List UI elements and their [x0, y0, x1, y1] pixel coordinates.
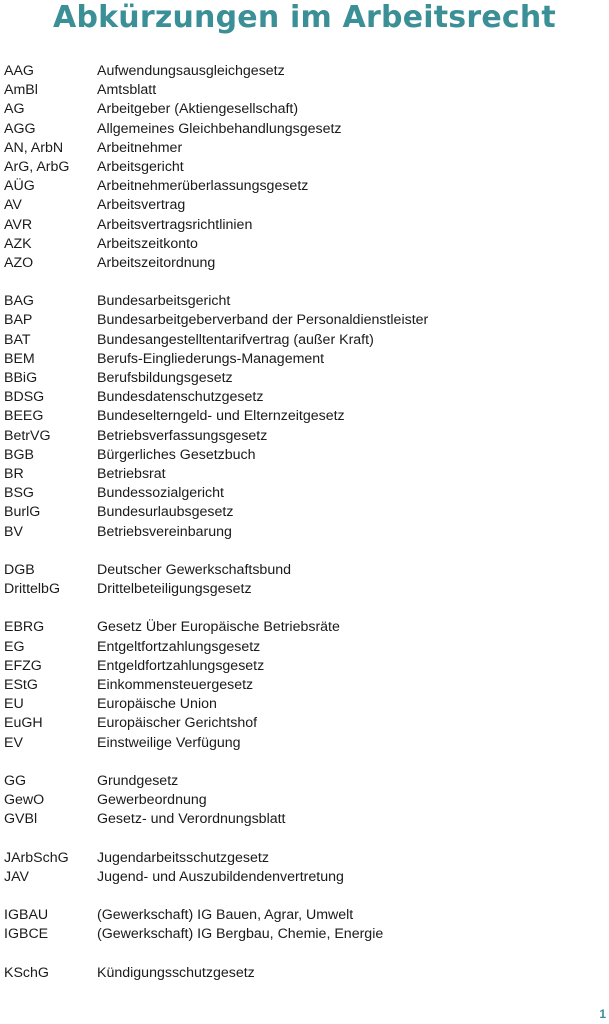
abbreviation: EStG	[4, 677, 38, 693]
abbreviation-definition: Arbeitsvertragsrichtlinien	[97, 216, 253, 233]
abbreviation-definition: Arbeitszeitkonto	[97, 235, 198, 252]
abbreviation: BBiG	[4, 370, 38, 386]
abbreviation: ArG, ArbG	[4, 158, 70, 175]
abbreviation-definition: (Gewerkschaft) IG Bauen, Agrar, Umwelt	[97, 907, 354, 924]
abbreviation-definition: (Gewerkschaft) IG Bergbau, Chemie, Energie	[97, 926, 384, 943]
abbreviation-definition: Arbeitsvertrag	[97, 197, 186, 214]
abbreviation: BAT	[4, 331, 31, 348]
abbreviation-definition: Entgeltfortzahlungsgesetz	[97, 638, 261, 655]
abbreviation-definition: Entgeldfortzahlungsgesetz	[97, 657, 265, 674]
abbreviation: AAG	[4, 63, 34, 79]
abbreviation-definition: Amtsblatt	[97, 82, 157, 99]
abbreviation: BetrVG	[4, 427, 51, 444]
abbreviation-definition: Berufsbildungsgesetz	[97, 370, 233, 386]
abbreviation-row	[4, 100, 604, 119]
abbreviation-definition: Gesetz- und Verordnungsblatt	[97, 811, 286, 828]
abbreviation-row	[4, 580, 604, 599]
abbreviation: EFZG	[4, 657, 42, 674]
abbreviation-definition: Bundesdatenschutzgesetz	[97, 389, 264, 406]
abbreviation-row	[4, 484, 604, 503]
abbreviation-group	[4, 849, 604, 887]
abbreviation-definition: Deutscher Gewerkschaftsbund	[97, 561, 291, 578]
abbreviation: AVR	[4, 216, 33, 233]
abbreviation: AÜG	[4, 178, 35, 195]
abbreviation-definition: Berufs-Eingliederungs-Management	[97, 350, 325, 367]
abbreviation-definition: Bundeselterngeld- und Elternzeitgesetz	[97, 408, 345, 425]
abbreviation: AmBl	[4, 82, 38, 99]
abbreviation-row	[4, 216, 604, 235]
abbreviation: GewO	[4, 792, 45, 809]
abbreviation-row	[4, 503, 604, 522]
abbreviation-row	[4, 331, 604, 350]
abbreviation-group	[4, 292, 604, 541]
abbreviation-row	[4, 868, 604, 887]
abbreviation-row	[4, 964, 604, 983]
abbreviation-row	[4, 235, 604, 254]
abbreviation: BV	[4, 523, 23, 540]
abbreviation: AN, ArbN	[4, 139, 64, 156]
abbreviation: AG	[4, 101, 25, 118]
abbreviation-definition: Arbeitsgericht	[97, 158, 184, 175]
abbreviation-group	[4, 561, 604, 599]
abbreviation: DGB	[4, 561, 35, 578]
abbreviation-definition: Bürgerliches Gesetzbuch	[97, 446, 256, 463]
abbreviation: BEM	[4, 350, 35, 367]
abbreviation-definition: Drittelbeteiligungsgesetz	[97, 581, 252, 598]
abbreviation-row	[4, 676, 604, 695]
abbreviation: BDSG	[4, 389, 45, 406]
abbreviation: BSG	[4, 485, 34, 502]
abbreviation-group	[4, 618, 604, 752]
abbreviation-definition: Arbeitszeitordnung	[97, 254, 216, 271]
abbreviation: EBRG	[4, 619, 45, 636]
abbreviation: DrittelbG	[4, 581, 60, 598]
abbreviation-definition: Bundesurlaubsgesetz	[97, 504, 234, 521]
abbreviation: AV	[4, 197, 22, 214]
abbreviation-row	[4, 734, 604, 753]
abbreviation: BAP	[4, 312, 33, 329]
abbreviation-row	[4, 446, 604, 465]
abbreviation: GVBl	[4, 811, 38, 828]
abbreviation: JArbSchG	[4, 849, 69, 866]
abbreviation-list	[4, 62, 604, 1002]
abbreviation-row	[4, 657, 604, 676]
abbreviation-definition: Europäische Union	[97, 696, 217, 713]
abbreviation-group	[4, 772, 604, 830]
abbreviation-row	[4, 523, 604, 542]
abbreviation-definition: Europäischer Gerichtshof	[97, 715, 258, 732]
abbreviation: EuGH	[4, 715, 43, 732]
abbreviation-group	[4, 62, 604, 273]
abbreviation-definition: Bundessozialgericht	[97, 485, 224, 502]
abbreviation-definition: Arbeitnehmerüberlassungsgesetz	[97, 178, 309, 195]
abbreviation: EV	[4, 734, 23, 751]
abbreviation: KSchG	[4, 964, 49, 981]
abbreviation: GG	[4, 772, 27, 789]
abbreviation-definition: Betriebsrat	[97, 465, 166, 482]
abbreviation-row	[4, 196, 604, 215]
abbreviation-definition: Jugend- und Auszubildendenvertretung	[97, 868, 344, 885]
abbreviation: JAV	[4, 868, 29, 885]
abbreviation-group	[4, 964, 604, 983]
abbreviation-definition: Arbeitgeber (Aktiengesellschaft)	[97, 101, 299, 118]
abbreviation-row	[4, 311, 604, 330]
abbreviation-row	[4, 638, 604, 657]
abbreviation-definition: Gewerbeordnung	[97, 792, 207, 809]
abbreviation-row	[4, 369, 604, 388]
abbreviation: BGB	[4, 446, 34, 463]
abbreviation-row	[4, 292, 604, 311]
abbreviation: AZK	[4, 235, 32, 252]
abbreviation: IGBCE	[4, 926, 49, 943]
abbreviation-definition: Bundesarbeitgeberverband der Personaldienstleister	[97, 312, 429, 329]
abbreviation-row	[4, 177, 604, 196]
abbreviation-row	[4, 120, 604, 139]
abbreviation-definition: Gesetz Über Europäische Betriebsräte	[97, 619, 340, 636]
abbreviation-row	[4, 618, 604, 637]
abbreviation-row	[4, 465, 604, 484]
abbreviation-definition: Jugendarbeitsschutzgesetz	[97, 849, 269, 866]
abbreviation-row	[4, 350, 604, 369]
abbreviation-definition: Bundesangestelltentarifvertrag (außer Kraft)	[97, 331, 374, 348]
abbreviation-row	[4, 62, 604, 81]
abbreviation: EG	[4, 638, 25, 655]
abbreviation-row	[4, 772, 604, 791]
abbreviation-row	[4, 139, 604, 158]
abbreviation-row	[4, 849, 604, 868]
abbreviation: BR	[4, 465, 24, 482]
abbreviation-definition: Einkommensteuergesetz	[97, 677, 254, 693]
abbreviation-row	[4, 810, 604, 829]
abbreviation: BEEG	[4, 408, 44, 425]
page-title: Abkürzungen im Arbeitsrecht	[53, 0, 556, 35]
abbreviation-row	[4, 427, 604, 446]
abbreviation-row	[4, 81, 604, 100]
abbreviation-definition: Grundgesetz	[97, 772, 179, 789]
abbreviation-row	[4, 388, 604, 407]
abbreviation-definition: Bundesarbeitsgericht	[97, 293, 231, 310]
abbreviation-definition: Arbeitnehmer	[97, 139, 183, 156]
abbreviation-row	[4, 714, 604, 733]
abbreviation-definition: Betriebsverfassungsgesetz	[97, 427, 268, 444]
abbreviation-row	[4, 561, 604, 580]
abbreviation-row	[4, 407, 604, 426]
abbreviation-group	[4, 906, 604, 944]
abbreviation-row	[4, 158, 604, 177]
abbreviation: EU	[4, 696, 24, 713]
abbreviation-row	[4, 925, 604, 944]
abbreviation-definition: Einstweilige Verfügung	[97, 734, 241, 751]
abbreviation-row	[4, 791, 604, 810]
abbreviation: AGG	[4, 120, 36, 137]
abbreviation-row	[4, 254, 604, 273]
abbreviation-definition: Betriebsvereinbarung	[97, 523, 232, 540]
page-number: 1	[599, 1007, 606, 1021]
abbreviation-definition: Kündigungsschutzgesetz	[97, 964, 255, 981]
abbreviation: BAG	[4, 293, 34, 310]
abbreviation-definition: Aufwendungsausgleichgesetz	[97, 63, 285, 79]
abbreviation: BurlG	[4, 504, 41, 521]
abbreviation: IGBAU	[4, 907, 49, 924]
abbreviation-row	[4, 695, 604, 714]
abbreviation-definition: Allgemeines Gleichbehandlungsgesetz	[97, 120, 342, 137]
abbreviation-row	[4, 906, 604, 925]
abbreviation: AZO	[4, 254, 34, 271]
